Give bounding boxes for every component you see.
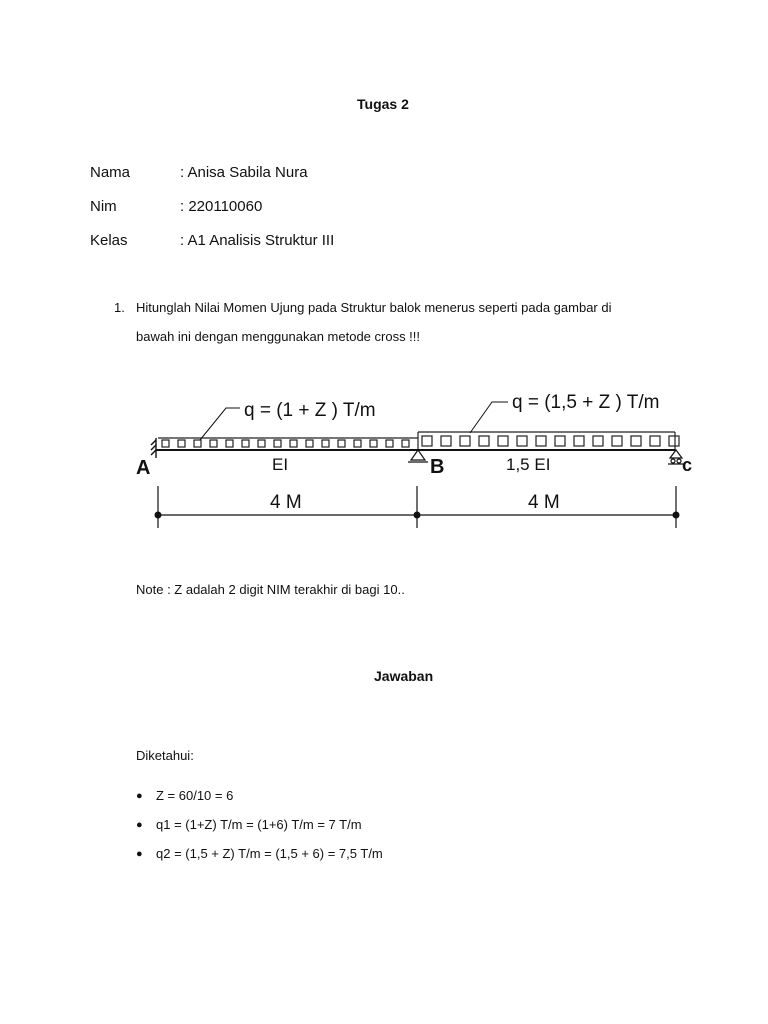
answer-title: Jawaban	[374, 668, 434, 684]
load-2-block	[612, 436, 622, 446]
bullet-dot: ●	[136, 848, 143, 860]
load-2-leader	[470, 402, 508, 433]
load-1-label: q = (1 + Z ) T/m	[244, 400, 376, 421]
stiffness-label-1: EI	[272, 455, 289, 474]
node-label-a: A	[136, 457, 151, 479]
given-label: Diketahui:	[136, 748, 194, 763]
load-1-block	[306, 440, 313, 447]
info-label-nim: Nim	[90, 198, 117, 215]
load-2-block	[631, 436, 641, 446]
note-text: Note : Z adalah 2 digit NIM terakhir di bagi 10..	[136, 582, 405, 597]
load-1-block	[194, 440, 201, 447]
bullet-text-3: q2 = (1,5 + Z) T/m = (1,5 + 6) = 7,5 T/m	[156, 846, 383, 861]
dimension-dot-b	[414, 512, 421, 519]
load-1-block	[386, 440, 393, 447]
load-2-block	[574, 436, 584, 446]
span-label-2: 4 M	[528, 492, 560, 513]
load-2-block	[555, 436, 565, 446]
dimension-line	[158, 486, 676, 528]
load-1-block	[178, 440, 185, 447]
load-1-block	[162, 440, 169, 447]
info-value-nama: : Anisa Sabila Nura	[180, 164, 308, 181]
document-title: Tugas 2	[357, 96, 409, 112]
bullet-dot: ●	[136, 819, 143, 831]
dimension-dot-c	[673, 512, 680, 519]
load-1-block	[290, 440, 297, 447]
load-1-block	[402, 440, 409, 447]
load-1-block	[370, 440, 377, 447]
load-1-block	[210, 440, 217, 447]
question-number: 1.	[114, 300, 125, 315]
load-1-block	[274, 440, 281, 447]
bullet-dot: ●	[136, 790, 143, 802]
question-line-1: Hitunglah Nilai Momen Ujung pada Struktur balok menerus seperti pada gambar di	[136, 300, 612, 315]
load-1-leader	[200, 408, 240, 440]
load-2-block	[650, 436, 660, 446]
stiffness-label-2: 1,5 EI	[506, 455, 551, 474]
node-label-b: B	[430, 456, 445, 478]
load-2-block	[441, 436, 451, 446]
info-value-kelas: : A1 Analisis Struktur III	[180, 232, 335, 249]
load-1-block	[226, 440, 233, 447]
info-label-nama: Nama	[90, 164, 131, 181]
load-2-block	[669, 436, 679, 446]
distributed-load-2	[418, 432, 679, 450]
load-1-block	[338, 440, 345, 447]
load-2-block	[593, 436, 603, 446]
load-2-block	[517, 436, 527, 446]
question-1	[114, 300, 611, 315]
load-2-block	[422, 436, 432, 446]
load-2-block	[536, 436, 546, 446]
pin-support-b	[408, 450, 428, 462]
load-1-block	[354, 440, 361, 447]
load-2-block	[460, 436, 470, 446]
load-2-block	[479, 436, 489, 446]
span-label-1: 4 M	[270, 492, 302, 513]
bullet-text-2: q1 = (1+Z) T/m = (1+6) T/m = 7 T/m	[156, 817, 362, 832]
load-2-block	[498, 436, 508, 446]
node-label-c: c	[682, 455, 693, 475]
bullet-text-1: Z = 60/10 = 6	[156, 788, 234, 803]
fixed-support-a	[151, 438, 156, 458]
bullet-item-1	[136, 788, 233, 803]
info-value-nim: : 220110060	[180, 198, 263, 215]
load-2-label: q = (1,5 + Z ) T/m	[512, 392, 660, 413]
info-label-kelas: Kelas	[90, 232, 128, 249]
bullet-item-3	[136, 846, 383, 861]
load-1-block	[322, 440, 329, 447]
distributed-load-1	[158, 438, 418, 450]
load-1-block	[242, 440, 249, 447]
load-1-block	[258, 440, 265, 447]
dimension-dot-a	[155, 512, 162, 519]
question-line-2: bawah ini dengan menggunakan metode cross !!!	[136, 329, 421, 344]
beam-figure	[130, 378, 700, 530]
bullet-item-2	[136, 817, 362, 832]
